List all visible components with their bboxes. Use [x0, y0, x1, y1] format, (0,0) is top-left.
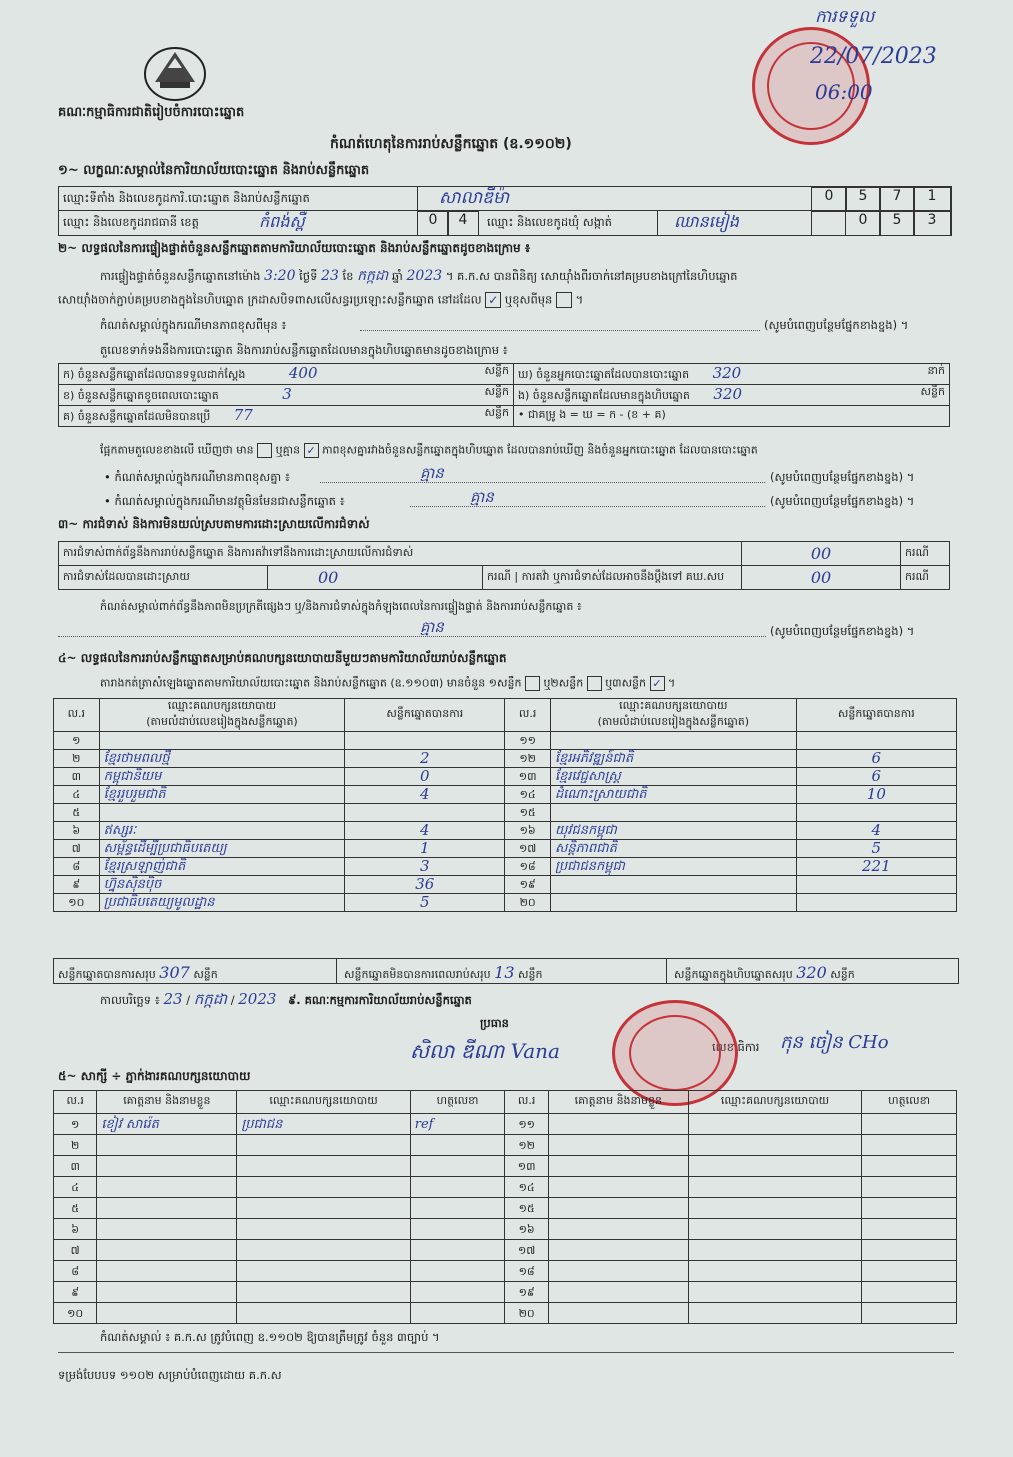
section2-heading: ២~ លទ្ធផលនៃការផ្ទៀងផ្ទាត់ចំនួនសន្លឹកឆ្នោតតាមការិយាល័យបោះឆ្នោត និងរាប់សន្លឹកឆ្នោតដូចខាងក្រោម ៖ [58, 241, 531, 255]
table-row [54, 1219, 957, 1240]
party-no: ៩ [54, 876, 100, 894]
party-votes: 3 [345, 858, 505, 876]
witness-sign[interactable] [862, 1240, 957, 1261]
unused-label: គ) ចំនួនសន្លឹកឆ្នោតដែលមិនបានប្រើ [63, 410, 211, 423]
table-row [54, 1156, 957, 1177]
witness-sign[interactable] [862, 1282, 957, 1303]
table-row [54, 1198, 957, 1219]
table-row [54, 732, 957, 750]
party-name [99, 732, 345, 750]
witness-no: ១៦ [505, 1219, 548, 1240]
stamp-received-date: 22/07/2023 [810, 44, 937, 69]
spoiled-value: 3 [282, 385, 292, 403]
party-no: ១៧ [505, 840, 551, 858]
witness-party [237, 1219, 410, 1240]
table-row [54, 768, 957, 786]
witness-name [548, 1282, 688, 1303]
witness-name [97, 1156, 237, 1177]
in-box-label: ង) ចំនួនសន្លឹកឆ្នោតដែលមានក្នុងហិបឆ្នោត [518, 389, 690, 402]
party-no: ១៥ [505, 804, 551, 822]
footnote: កំណត់សម្គាល់ ៖ គ.ក.ស ត្រូវបំពេញ ឧ.១១០២ ឱ្យបានត្រឹមត្រូវ ចំនួន ៣ច្បាប់ ។ [100, 1330, 440, 1344]
witness-party [688, 1156, 861, 1177]
witness-party [688, 1114, 861, 1135]
spoiled-label: ខ) ចំនួនសន្លឹកឆ្នោតខូចពេលបោះឆ្នោត [63, 389, 219, 402]
witness-name [548, 1135, 688, 1156]
commune-label: ឈ្មោះ និងលេខកូដឃុំ សង្កាត់ [487, 215, 612, 229]
witness-party [688, 1198, 861, 1219]
witness-no: ៨ [54, 1261, 97, 1282]
party-votes [345, 732, 505, 750]
complaints-row1-label: ការជំទាស់ពាក់ព័ន្ធនឹងការរាប់សន្លឹកឆ្នោត និងការតវ៉ាទៅនឹងការដោះស្រាយលើការជំទាស់ [59, 542, 742, 566]
party-results-table: ល.រ ឈ្មោះគណបក្សនយោបាយ (តាមលំដាប់លេខរៀងក្នុងសន្លឹកឆ្នោត) សន្លឹកឆ្នោតបានការ ល.រ ឈ្មោះគណបក្សនយោបាយ (តាមលំដាប់លេខរៀងក្នុងសន្លឹកឆ្នោត) សន្លឹកឆ្នោតបានការ ១ ១១ ២ ខ្មែរថាមពលថ្មី 2 ១២ ខ្មែរអភិវឌ្ឍន៍ជាតិ 6 ៣ កម្ពុជានិយម 0 ១៣ ខ្មែរវេជ្ជសាស្ត្រ 6 ៤ ខ្មែររួបរួមជាតិ 4 ១៤ ដំណោះស្រាយជាតិ 10 ៥ ១៥ ៦ ឥស្សរៈ 4 ១៦ យុវជនកម្ពុជា 4 ៧ សម្ព័ន្ធដើម្បីប្រជាធិបតេយ្យ 1 ១៧ សន្តិភាពជាតិ 5 ៨ ខ្មែរស្រឡាញ់ជាតិ 3 ១៨ ប្រជាជនកម្ពុជា 221 ៩ ហ្វ៊ុនស៊ិនប៉ិច 36 ១៩ ១០ ប្រជាធិបតេយ្យមូលដ្ឋាន 5 ២០ [53, 698, 957, 912]
discrepancy-line: ផ្អែកតាមតួលេខខាងលើ ឃើញថា មាន ឬគ្មាន ✓ ភាពខុសគ្នារវាងចំនួនសន្លឹកឆ្នោតក្នុងហិបឆ្នោត ដែលបានរាប់ឃើញ និងចំនួនអ្នកបោះឆ្នោត ដែលបានបោះឆ្នោត [100, 443, 758, 457]
org-name: គណៈកម្មាធិការជាតិរៀបចំការបោះឆ្នោត [58, 105, 245, 120]
seal-same-checkbox[interactable]: ✓ [485, 292, 501, 308]
witness-no: ៩ [54, 1282, 97, 1303]
commune-value: ឈានមៀង [674, 212, 739, 231]
party-votes: 4 [796, 822, 956, 840]
witness-no: ៥ [54, 1198, 97, 1219]
witness-no: ៣ [54, 1156, 97, 1177]
three-sheet-checkbox[interactable]: ✓ [650, 676, 665, 691]
party-name: កម្ពុជានិយម [99, 768, 345, 786]
witness-party [237, 1240, 410, 1261]
table-row [54, 1303, 957, 1324]
witness-sign[interactable] [862, 1198, 957, 1219]
witness-name [548, 1303, 688, 1324]
table-row [54, 1282, 957, 1303]
witness-sign[interactable] [862, 1156, 957, 1177]
witness-sign[interactable] [410, 1219, 505, 1240]
party-no: ១០ [54, 894, 100, 912]
witness-name [97, 1261, 237, 1282]
witness-name [97, 1198, 237, 1219]
location-code-1: 0 [811, 187, 847, 212]
secretary-label: លេខាធិការ [712, 1040, 760, 1054]
tally-sheets-line: តារាងកត់ត្រាសំឡេងឆ្នោតតាមការិយាល័យបោះឆ្នោត និងរាប់សន្លឹកឆ្នោត (ឧ.១១០៣) មានចំនួន ១សន្លឹក ឬ២សន្លឹក ឬ៣សន្លឹក ✓ ។ [100, 676, 676, 690]
party-no: ២ [54, 750, 100, 768]
witness-party [688, 1135, 861, 1156]
diff-note-value: គ្មាន [420, 464, 444, 482]
foreign-object-value: គ្មាន [470, 488, 494, 506]
section3-heading: ៣~ ការជំទាស់ និងការមិនយល់ស្របតាមការដោះស្រាយលើការជំទាស់ [58, 517, 370, 531]
witness-sign[interactable] [410, 1198, 505, 1219]
section5-heading: ៥~ សាក្សី ÷ ភ្នាក់ងារគណបក្សនយោបាយ [58, 1069, 251, 1083]
voters-value: 320 [712, 364, 742, 382]
party-no: ១១ [505, 732, 551, 750]
party-no: ១៣ [505, 768, 551, 786]
party-votes: 2 [345, 750, 505, 768]
witness-name [548, 1261, 688, 1282]
chair-signature: សិលា ឌីណា Vana [410, 1039, 560, 1063]
witness-sign[interactable] [862, 1135, 957, 1156]
party-votes: 5 [345, 894, 505, 912]
party-no: ៥ [54, 804, 100, 822]
witness-no: ១៩ [505, 1282, 548, 1303]
witness-party [688, 1240, 861, 1261]
witness-sign[interactable]: ref [410, 1114, 505, 1135]
party-votes: 6 [796, 768, 956, 786]
irregularity-note-label: កំណត់សម្គាល់ពាក់ព័ន្ធនឹងភាពមិនប្រក្រតីផ្សេងៗ ឬ/និងការជំទាស់ក្នុងកំឡុងពេលនៃការផ្ទៀងផ្ទាត់ និងការរាប់សន្លឹកឆ្នោត ៖ [100, 600, 582, 613]
received-value: 400 [288, 364, 318, 382]
section1-heading: ១~ លក្ខណៈសម្គាល់នៃការិយាល័យបោះឆ្នោត និងរាប់សន្លឹកឆ្នោត [58, 163, 370, 178]
party-name: ខ្មែរថាមពលថ្មី [99, 750, 345, 768]
witness-name [548, 1198, 688, 1219]
party-name: យុវជនកម្ពុជា [550, 822, 796, 840]
witness-no: ១០ [54, 1303, 97, 1324]
total-valid-value: 307 [159, 963, 190, 982]
party-no: ៤ [54, 786, 100, 804]
witness-sign[interactable] [862, 1303, 957, 1324]
party-no: ៨ [54, 858, 100, 876]
party-votes: 36 [345, 876, 505, 894]
witness-sign[interactable] [862, 1177, 957, 1198]
witness-name [97, 1240, 237, 1261]
party-name [550, 876, 796, 894]
witness-party [237, 1198, 410, 1219]
witness-sign[interactable] [410, 1135, 505, 1156]
witness-sign[interactable] [410, 1303, 505, 1324]
party-name: សម្ព័ន្ធដើម្បីប្រជាធិបតេយ្យ [99, 840, 345, 858]
total-invalid-value: 13 [494, 963, 515, 982]
commune-code-2: 5 [879, 211, 915, 236]
party-name: ហ្វ៊ុនស៊ិនប៉ិច [99, 876, 345, 894]
irregularity-note-value: គ្មាន [420, 618, 444, 636]
witness-name [97, 1303, 237, 1324]
party-votes [796, 804, 956, 822]
witness-no: ១២ [505, 1135, 548, 1156]
form-footer: ទម្រង់បែបបទ ១១០២ សម្រាប់បំពេញដោយ គ.ក.ស [58, 1368, 282, 1382]
party-name: ខ្មែរស្រឡាញ់ជាតិ [99, 858, 345, 876]
table-row [54, 894, 957, 912]
table-row [54, 1261, 957, 1282]
verify-time-line: ការផ្ទៀងផ្ទាត់ចំនួនសន្លឹកឆ្នោតនៅម៉ោង 3:20 ថ្ងៃទី 23 ខែ កក្កដា ឆ្នាំ 2023 ។ គ.ក.ស បានពិនិត្យ សោយ៉ាំងពីរចាក់នៅគម្របខាងក្រៅនៃហិបឆ្នោត [100, 268, 738, 284]
table-row [54, 858, 957, 876]
witness-no: ១៣ [505, 1156, 548, 1177]
table-row [54, 1177, 957, 1198]
party-name: ឥស្សរៈ [99, 822, 345, 840]
witness-party [237, 1156, 410, 1177]
party-votes: 0 [345, 768, 505, 786]
table-row [54, 822, 957, 840]
party-name: ប្រជាធិបតេយ្យមូលដ្ឋាន [99, 894, 345, 912]
witness-sign[interactable] [862, 1261, 957, 1282]
verify-day: 23 [321, 268, 339, 284]
witness-party [688, 1177, 861, 1198]
witness-no: ១ [54, 1114, 97, 1135]
witness-name [548, 1156, 688, 1177]
location-code-4: 1 [913, 187, 951, 212]
party-name [550, 894, 796, 912]
witness-sign[interactable] [410, 1156, 505, 1177]
table-row [54, 750, 957, 768]
foreign-object-end: (សូមបំពេញបន្ថែមផ្នែកខាងខ្នង) ។ [770, 494, 915, 508]
secretary-signature: កុន ចៀន CHo [780, 1032, 889, 1053]
witness-party [237, 1261, 410, 1282]
witness-name [548, 1177, 688, 1198]
commune-code-1: 0 [845, 211, 881, 236]
witness-no: ២០ [505, 1303, 548, 1324]
discrepancy-no-checkbox[interactable]: ✓ [304, 443, 319, 458]
witness-name [548, 1240, 688, 1261]
province-value: កំពង់ស្ពឺ [259, 212, 305, 231]
party-name: សន្តិភាពជាតិ [550, 840, 796, 858]
section1-table [58, 186, 952, 236]
resolved-value: 00 [268, 566, 483, 590]
discrepancy-yes-checkbox[interactable] [257, 443, 272, 458]
totals-row: សន្លឹកឆ្នោតបានការសរុប 307 សន្លឹក សន្លឹកឆ្នោតមិនបានការពេលរាប់សរុប 13 សន្លឹក សន្លឹកឆ្នោតក្នុងហិបឆ្នោតសរុប 320 សន្លឹក [53, 958, 959, 984]
witness-party [237, 1135, 410, 1156]
verify-time: 3:20 [264, 268, 296, 284]
party-no: ២០ [505, 894, 551, 912]
stamp-received-time: 06:00 [815, 80, 873, 104]
table-row [54, 1240, 957, 1261]
witness-no: ២ [54, 1135, 97, 1156]
received-label: ក) ចំនួនសន្លឹកឆ្នោតដែលបានទទួលដាក់ស្តែង [63, 368, 246, 381]
witness-party [237, 1303, 410, 1324]
witness-sign[interactable] [410, 1177, 505, 1198]
unused-value: 77 [233, 406, 253, 424]
appeal-label: ករណី | ការតវ៉ា ឬការជំទាស់ដែលអាចនឹងប្តឹងទៅ គឃ.សប [483, 566, 742, 590]
party-votes [345, 804, 505, 822]
party-votes: 10 [796, 786, 956, 804]
witness-name [97, 1177, 237, 1198]
foreign-object-label: • កំណត់សម្គាល់ក្នុងករណីមានវត្ថុមិនមែនជាសន្លឹកឆ្នោត ៖ [104, 494, 345, 508]
party-votes [796, 894, 956, 912]
witness-sign[interactable] [410, 1240, 505, 1261]
irregularity-note-end: (សូមបំពេញបន្ថែមផ្នែកខាងខ្នង) ។ [770, 624, 915, 638]
date-line: កាលបរិច្ឆេទ ៖ 23 / កក្កដា / 2023 ៩. គណៈកម្មការការិយាល័យរាប់សន្លឹកឆ្នោត [100, 990, 472, 1008]
commune-code-3: 3 [913, 211, 951, 236]
party-name [550, 732, 796, 750]
witness-no: ១៨ [505, 1261, 548, 1282]
chair-label: ប្រធាន [480, 1016, 509, 1030]
location-code-2: 5 [845, 187, 881, 212]
figures-intro: តួលេខទាក់ទងនឹងការបោះឆ្នោត និងការរាប់សន្លឹកឆ្នោតដែលមានក្នុងហិបឆ្នោតមានដូចខាងក្រោម ៖ [100, 343, 508, 357]
party-no: ៣ [54, 768, 100, 786]
witness-name [548, 1219, 688, 1240]
complaints-table: ការជំទាស់ពាក់ព័ន្ធនឹងការរាប់សន្លឹកឆ្នោត និងការតវ៉ាទៅនឹងការដោះស្រាយលើការជំទាស់ 00 ករណី ការជំទាស់ដែលបានដោះស្រាយ 00 ករណី | ការតវ៉ា ឬការជំទាស់ដែលអាចនឹងប្តឹងទៅ គឃ.សប 00 ករណី [58, 541, 950, 590]
witness-name [97, 1135, 237, 1156]
witness-sign[interactable] [862, 1114, 957, 1135]
party-name: ខ្មែរវេជ្ជសាស្ត្រ [550, 768, 796, 786]
location-label: ឈ្មោះទីតាំង និងលេខកូដការិ.បោះឆ្នោត និងរាប់សន្លឹកឆ្នោត [63, 191, 310, 205]
witness-sign[interactable] [410, 1261, 505, 1282]
party-votes [796, 876, 956, 894]
party-votes: 221 [796, 858, 956, 876]
location-value: សាលាឌីម៉ា [439, 188, 510, 208]
voters-label: ឃ) ចំនួនអ្នកបោះឆ្នោតដែលបានបោះឆ្នោត [518, 368, 690, 381]
witness-party [237, 1177, 410, 1198]
verify-year: 2023 [406, 268, 443, 284]
party-no: ៧ [54, 840, 100, 858]
party-votes: 1 [345, 840, 505, 858]
two-sheet-checkbox[interactable] [587, 676, 602, 691]
witness-name: ខៀវ សារ៉េត [97, 1114, 237, 1135]
witness-table: ល.រ គោត្តនាម និងនាមខ្លួន ឈ្មោះគណបក្សនយោបាយ ហត្ថលេខា ល.រ គោត្តនាម និងនាមខ្លួន ឈ្មោះគណបក្សនយោបាយ ហត្ថលេខា ១ ខៀវ សារ៉េត ប្រជាជន ref ១១ ២ ១២ ៣ ១៣ ៤ ១៤ ៥ ១៥ ៦ ១៦ ៧ ១៧ ៨ ១៨ ៩ ១៩ ១០ ២០ [53, 1090, 957, 1324]
witness-no: ៦ [54, 1219, 97, 1240]
witness-sign[interactable] [410, 1282, 505, 1303]
in-box-value: 320 [713, 385, 743, 403]
party-votes [796, 732, 956, 750]
seal-diff-checkbox[interactable] [556, 292, 572, 308]
diff-note-end-2: (សូមបំពេញបន្ថែមផ្នែកខាងខ្នង) ។ [770, 470, 915, 484]
formula: • ជាគម្រូ ង = ឃ = ក - (ខ + គ) [518, 408, 666, 421]
witness-no: ១១ [505, 1114, 548, 1135]
party-votes: 4 [345, 822, 505, 840]
witness-no: ១៤ [505, 1177, 548, 1198]
party-name: ប្រជាជនកម្ពុជា [550, 858, 796, 876]
table-row [54, 876, 957, 894]
ballot-figures-table: ក) ចំនួនសន្លឹកឆ្នោតដែលបានទទួលដាក់ស្តែង 400 សន្លឹក ឃ) ចំនួនអ្នកបោះឆ្នោតដែលបានបោះឆ្នោត 320 នាក់ ខ) ចំនួនសន្លឹកឆ្នោតខូចពេលបោះឆ្នោត 3 សន្លឹក ង) ចំនួនសន្លឹកឆ្នោតដែលមានក្នុងហិបឆ្នោត 320 សន្លឹក គ) ចំនួនសន្លឹកឆ្នោតដែលមិនបានប្រើ 77 សន្លឹក • ជាគម្រូ ង = ឃ = ក - (ខ + គ) [58, 363, 950, 427]
witness-sign[interactable] [862, 1219, 957, 1240]
party-no: ៦ [54, 822, 100, 840]
stamp-received-note: ការទទួល [815, 7, 875, 27]
table-row [54, 786, 957, 804]
party-votes: 4 [345, 786, 505, 804]
appeal-value: 00 [742, 566, 901, 590]
party-no: ១៩ [505, 876, 551, 894]
witness-name [548, 1114, 688, 1135]
table-row [54, 1114, 957, 1135]
party-votes: 6 [796, 750, 956, 768]
verify-month: កក្កដា [357, 268, 389, 284]
section4-heading: ៤~ លទ្ធផលនៃការរាប់សន្លឹកឆ្នោតសម្រាប់គណបក្សនយោបាយនីមួយៗតាមការិយាល័យរាប់សន្លឹកឆ្នោត [58, 651, 507, 665]
witness-party [688, 1282, 861, 1303]
province-code-2: 4 [447, 211, 479, 236]
party-name: ខ្មែរអភិវឌ្ឍន៍ជាតិ [550, 750, 796, 768]
resolved-label: ការជំទាស់ដែលបានដោះស្រាយ [59, 566, 268, 590]
party-votes: 5 [796, 840, 956, 858]
party-no: ១៤ [505, 786, 551, 804]
witness-no: ១៧ [505, 1240, 548, 1261]
complaints-row1-value: 00 [742, 542, 901, 566]
location-code-3: 7 [879, 187, 915, 212]
table-row [54, 840, 957, 858]
witness-party: ប្រជាជន [237, 1114, 410, 1135]
witness-no: ៤ [54, 1177, 97, 1198]
total-box-value: 320 [796, 963, 827, 982]
diff-note-label: កំណត់សម្គាល់ក្នុងករណីមានភាពខុសពីមុន ៖ [100, 318, 287, 332]
witness-party [688, 1219, 861, 1240]
party-name: ដំណោះស្រាយជាតិ [550, 786, 796, 804]
party-no: ១ [54, 732, 100, 750]
witness-party [688, 1261, 861, 1282]
province-code-1: 0 [417, 211, 449, 236]
page-title: កំណត់ហេតុនៃការរាប់សន្លឹកឆ្នោត (ឧ.១១០២) [330, 136, 572, 152]
witness-no: ១៥ [505, 1198, 548, 1219]
party-name [99, 804, 345, 822]
party-no: ១៦ [505, 822, 551, 840]
diff-note-end: (សូមបំពេញបន្ថែមផ្នែកខាងខ្នង) ។ [764, 318, 909, 332]
table-row [54, 1135, 957, 1156]
party-name [550, 804, 796, 822]
one-sheet-checkbox[interactable] [525, 676, 540, 691]
logo-emblem [140, 38, 210, 104]
party-no: ១៨ [505, 858, 551, 876]
witness-name [97, 1219, 237, 1240]
witness-party [688, 1303, 861, 1324]
witness-name [97, 1282, 237, 1303]
party-name: ខ្មែររួបរួមជាតិ [99, 786, 345, 804]
witness-party [237, 1282, 410, 1303]
province-label: ឈ្មោះ និងលេខកូដរាជធានី ខេត្ត [63, 215, 199, 229]
witness-no: ៧ [54, 1240, 97, 1261]
diff-note-label-2: • កំណត់សម្គាល់ក្នុងករណីមានភាពខុសគ្នា ៖ [104, 470, 290, 484]
table-row [54, 804, 957, 822]
seal-status-line: សោយ៉ាំងចាក់ភ្ជាប់គម្របខាងក្នុងនៃហិបឆ្នោត ក្រដាសបិទពាសលើសន្ធរប្រឡោះសន្លឹកឆ្នោត នៅដដែល ✓ ឬខុសពីមុន ។ [58, 292, 584, 307]
party-no: ១២ [505, 750, 551, 768]
